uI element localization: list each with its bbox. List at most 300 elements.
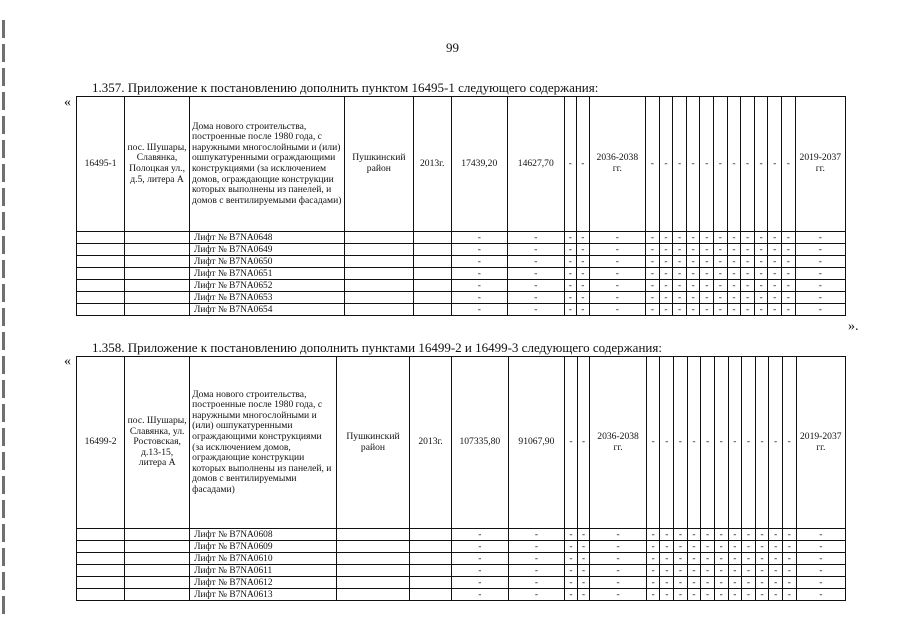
lift-dash-cell: - xyxy=(660,541,674,553)
empty-cell xyxy=(344,292,413,304)
dash-cell: - xyxy=(701,357,715,529)
lift-dash-cell: - xyxy=(741,232,755,244)
lift-dash-cell: - xyxy=(714,244,728,256)
empty-cell xyxy=(344,244,413,256)
lift-dash-cell: - xyxy=(660,553,674,565)
lift-dash-cell: - xyxy=(646,577,660,589)
empty-cell xyxy=(77,589,125,601)
dash-cell: - xyxy=(577,97,590,232)
lift-dash-cell: - xyxy=(660,529,674,541)
lift-dash-cell: - xyxy=(565,529,578,541)
lift-dash-cell: - xyxy=(451,256,507,268)
lift-dash-cell: - xyxy=(508,292,564,304)
lift-dash-cell: - xyxy=(795,256,845,268)
lift-dash-cell: - xyxy=(741,292,755,304)
lift-dash-cell: - xyxy=(742,541,756,553)
lift-dash-cell: - xyxy=(590,589,647,601)
dash-cell: - xyxy=(565,357,578,529)
lift-row xyxy=(77,529,846,541)
dash-cell: - xyxy=(741,97,755,232)
lift-dash-cell: - xyxy=(452,541,509,553)
lift-dash-cell: - xyxy=(674,589,688,601)
address-cell: пос. Шушары, Славянка, ул. Ростовская, д.13-15, литера А xyxy=(125,357,190,529)
empty-cell xyxy=(344,256,413,268)
open-quote-1: « xyxy=(64,95,71,110)
lift-dash-cell: - xyxy=(701,553,715,565)
dash-cell: - xyxy=(674,357,688,529)
empty-cell xyxy=(125,577,190,589)
lift-row xyxy=(77,577,846,589)
lift-dash-cell: - xyxy=(508,553,565,565)
lift-dash-cell: - xyxy=(768,292,782,304)
lift-row xyxy=(77,232,846,244)
lift-dash-cell: - xyxy=(673,292,687,304)
lift-dash-cell: - xyxy=(700,244,714,256)
lift-dash-cell: - xyxy=(589,232,645,244)
lift-dash-cell: - xyxy=(754,280,768,292)
lift-dash-cell: - xyxy=(714,232,728,244)
lift-dash-cell: - xyxy=(673,256,687,268)
empty-cell xyxy=(125,232,190,244)
dash-cell: - xyxy=(686,97,700,232)
lift-dash-cell: - xyxy=(451,292,507,304)
empty-cell xyxy=(77,256,125,268)
lift-dash-cell: - xyxy=(768,304,782,316)
lift-dash-cell: - xyxy=(700,232,714,244)
lift-dash-cell: - xyxy=(714,565,728,577)
lift-dash-cell: - xyxy=(564,280,577,292)
lift-dash-cell: - xyxy=(795,304,845,316)
lift-dash-cell: - xyxy=(701,565,715,577)
lift-dash-cell: - xyxy=(686,268,700,280)
lift-dash-cell: - xyxy=(565,577,578,589)
lift-dash-cell: - xyxy=(755,529,769,541)
lift-dash-cell: - xyxy=(590,541,647,553)
empty-cell xyxy=(125,589,190,601)
lift-dash-cell: - xyxy=(727,256,741,268)
lift-dash-cell: - xyxy=(589,244,645,256)
dash-cell: - xyxy=(659,97,673,232)
empty-cell xyxy=(125,292,190,304)
lift-dash-cell: - xyxy=(687,541,701,553)
lift-row xyxy=(77,304,846,316)
empty-cell xyxy=(77,292,125,304)
lift-dash-cell: - xyxy=(646,280,660,292)
lift-name: Лифт № В7NA0610 xyxy=(190,553,337,565)
lift-dash-cell: - xyxy=(769,553,783,565)
lift-dash-cell: - xyxy=(646,553,660,565)
lift-dash-cell: - xyxy=(769,541,783,553)
lift-dash-cell: - xyxy=(727,280,741,292)
lift-dash-cell: - xyxy=(769,577,783,589)
lift-row xyxy=(77,589,846,601)
empty-cell xyxy=(410,553,452,565)
lift-row xyxy=(77,565,846,577)
lift-dash-cell: - xyxy=(564,244,577,256)
address-cell: пос. Шушары, Славянка, Полоцкая ул., д.5, литера А xyxy=(125,97,190,232)
lift-dash-cell: - xyxy=(727,268,741,280)
empty-cell xyxy=(413,232,451,244)
empty-cell xyxy=(410,529,452,541)
lift-dash-cell: - xyxy=(451,244,507,256)
close-quote-1: ». xyxy=(848,319,859,334)
lift-dash-cell: - xyxy=(452,565,509,577)
empty-cell xyxy=(77,304,125,316)
lift-dash-cell: - xyxy=(508,268,564,280)
lift-dash-cell: - xyxy=(700,292,714,304)
empty-cell xyxy=(77,541,125,553)
empty-cell xyxy=(336,529,409,541)
lift-dash-cell: - xyxy=(452,577,509,589)
description-cell: Дома нового строительства, построенные после 1980 года, с наружными многослойными и (или) ошпукатуренными ограждающими конструкциями (за исключением домов, ограждающие конструкции которых выполнены из панелей, и домов с вентилируемыми фасадами) xyxy=(189,97,344,232)
lift-dash-cell: - xyxy=(782,256,796,268)
lift-dash-cell: - xyxy=(795,268,845,280)
lift-dash-cell: - xyxy=(673,280,687,292)
lift-dash-cell: - xyxy=(589,280,645,292)
empty-cell xyxy=(125,256,190,268)
lift-dash-cell: - xyxy=(589,268,645,280)
lift-dash-cell: - xyxy=(646,529,660,541)
lift-dash-cell: - xyxy=(700,280,714,292)
lift-dash-cell: - xyxy=(727,304,741,316)
year-cell: 2013г. xyxy=(413,97,451,232)
dash-cell: - xyxy=(673,97,687,232)
lift-name: Лифт № В7NA0648 xyxy=(189,232,344,244)
lift-dash-cell: - xyxy=(755,541,769,553)
lift-row xyxy=(77,292,846,304)
lift-dash-cell: - xyxy=(727,232,741,244)
lift-dash-cell: - xyxy=(577,244,590,256)
lift-dash-cell: - xyxy=(508,304,564,316)
empty-cell xyxy=(410,565,452,577)
dash-cell: - xyxy=(646,357,660,529)
lift-name: Лифт № В7NA0611 xyxy=(190,565,337,577)
empty-cell xyxy=(125,541,190,553)
empty-cell xyxy=(77,268,125,280)
empty-cell xyxy=(77,280,125,292)
lift-dash-cell: - xyxy=(714,529,728,541)
lift-dash-cell: - xyxy=(754,256,768,268)
lift-dash-cell: - xyxy=(508,244,564,256)
lift-dash-cell: - xyxy=(795,280,845,292)
lift-dash-cell: - xyxy=(687,529,701,541)
lift-dash-cell: - xyxy=(686,292,700,304)
lift-dash-cell: - xyxy=(768,268,782,280)
empty-cell xyxy=(125,553,190,565)
lift-dash-cell: - xyxy=(508,280,564,292)
lift-dash-cell: - xyxy=(577,256,590,268)
lift-dash-cell: - xyxy=(796,541,845,553)
lift-dash-cell: - xyxy=(728,577,742,589)
lift-dash-cell: - xyxy=(701,541,715,553)
lift-dash-cell: - xyxy=(452,529,509,541)
lift-dash-cell: - xyxy=(714,577,728,589)
lift-dash-cell: - xyxy=(646,565,660,577)
lift-dash-cell: - xyxy=(659,232,673,244)
lift-dash-cell: - xyxy=(590,529,647,541)
lift-dash-cell: - xyxy=(659,292,673,304)
empty-cell xyxy=(125,268,190,280)
dash-cell: - xyxy=(755,357,769,529)
lift-dash-cell: - xyxy=(659,304,673,316)
lift-dash-cell: - xyxy=(673,268,687,280)
lift-dash-cell: - xyxy=(782,244,796,256)
lift-dash-cell: - xyxy=(451,268,507,280)
lift-dash-cell: - xyxy=(577,280,590,292)
main-row xyxy=(77,357,846,529)
empty-cell xyxy=(77,577,125,589)
lift-dash-cell: - xyxy=(741,268,755,280)
dash-cell: - xyxy=(782,357,796,529)
lift-dash-cell: - xyxy=(741,244,755,256)
lift-dash-cell: - xyxy=(590,553,647,565)
lift-dash-cell: - xyxy=(727,244,741,256)
lift-dash-cell: - xyxy=(741,280,755,292)
lift-dash-cell: - xyxy=(674,529,688,541)
lift-dash-cell: - xyxy=(754,232,768,244)
main-row xyxy=(77,97,846,232)
lift-dash-cell: - xyxy=(674,541,688,553)
lift-dash-cell: - xyxy=(782,268,796,280)
period1-cell: 2036-2038 гг. xyxy=(590,357,647,529)
dash-cell: - xyxy=(714,357,728,529)
lift-dash-cell: - xyxy=(701,589,715,601)
lift-dash-cell: - xyxy=(700,256,714,268)
lift-dash-cell: - xyxy=(782,565,796,577)
lift-dash-cell: - xyxy=(768,280,782,292)
table-16499-2 xyxy=(76,356,846,601)
lift-dash-cell: - xyxy=(589,292,645,304)
section-1357-heading: 1.357. Приложение к постановлению дополнить пунктом 16495-1 следующего содержания: xyxy=(92,80,599,95)
lift-name: Лифт № В7NA0654 xyxy=(189,304,344,316)
lift-dash-cell: - xyxy=(741,256,755,268)
lift-dash-cell: - xyxy=(754,268,768,280)
lift-dash-cell: - xyxy=(564,256,577,268)
lift-dash-cell: - xyxy=(782,577,796,589)
lift-dash-cell: - xyxy=(565,541,578,553)
dash-cell: - xyxy=(754,97,768,232)
lift-dash-cell: - xyxy=(714,292,728,304)
year-cell: 2013г. xyxy=(410,357,452,529)
lift-dash-cell: - xyxy=(768,256,782,268)
period2-cell: 2019-2037 гг. xyxy=(795,97,845,232)
lift-dash-cell: - xyxy=(686,232,700,244)
dash-cell: - xyxy=(714,97,728,232)
empty-cell xyxy=(413,244,451,256)
period2-cell: 2019-2037 гг. xyxy=(796,357,845,529)
empty-cell xyxy=(413,292,451,304)
lift-dash-cell: - xyxy=(755,565,769,577)
empty-cell xyxy=(336,577,409,589)
empty-cell xyxy=(336,565,409,577)
lift-dash-cell: - xyxy=(728,589,742,601)
dash-cell: - xyxy=(742,357,756,529)
lift-dash-cell: - xyxy=(673,244,687,256)
lift-dash-cell: - xyxy=(686,244,700,256)
lift-name: Лифт № В7NA0651 xyxy=(189,268,344,280)
lift-dash-cell: - xyxy=(660,577,674,589)
empty-cell xyxy=(410,589,452,601)
empty-cell xyxy=(413,268,451,280)
lift-dash-cell: - xyxy=(782,553,796,565)
lift-dash-cell: - xyxy=(687,565,701,577)
empty-cell xyxy=(125,304,190,316)
lift-dash-cell: - xyxy=(577,292,590,304)
lift-name: Лифт № В7NA0650 xyxy=(189,256,344,268)
lift-name: Лифт № В7NA0608 xyxy=(190,529,337,541)
empty-cell xyxy=(344,232,413,244)
page-number: 99 xyxy=(446,40,459,55)
lift-dash-cell: - xyxy=(795,292,845,304)
lift-dash-cell: - xyxy=(795,232,845,244)
lift-dash-cell: - xyxy=(577,577,590,589)
lift-dash-cell: - xyxy=(796,565,845,577)
lift-dash-cell: - xyxy=(700,304,714,316)
lift-dash-cell: - xyxy=(768,232,782,244)
lift-dash-cell: - xyxy=(674,577,688,589)
empty-cell xyxy=(125,244,190,256)
lift-dash-cell: - xyxy=(646,589,660,601)
lift-dash-cell: - xyxy=(741,304,755,316)
empty-cell xyxy=(413,280,451,292)
lift-dash-cell: - xyxy=(646,541,660,553)
lift-dash-cell: - xyxy=(646,244,660,256)
lift-dash-cell: - xyxy=(577,304,590,316)
empty-cell xyxy=(410,541,452,553)
lift-dash-cell: - xyxy=(451,280,507,292)
dash-cell: - xyxy=(577,357,590,529)
value1-cell: 17439,20 xyxy=(451,97,507,232)
lift-dash-cell: - xyxy=(590,565,647,577)
lift-dash-cell: - xyxy=(795,244,845,256)
value1-cell: 107335,80 xyxy=(452,357,509,529)
lift-dash-cell: - xyxy=(674,565,688,577)
empty-cell xyxy=(413,304,451,316)
empty-cell xyxy=(336,553,409,565)
lift-dash-cell: - xyxy=(565,565,578,577)
lift-dash-cell: - xyxy=(714,280,728,292)
lift-dash-cell: - xyxy=(452,553,509,565)
lift-dash-cell: - xyxy=(782,280,796,292)
lift-dash-cell: - xyxy=(742,565,756,577)
lift-dash-cell: - xyxy=(728,565,742,577)
lift-dash-cell: - xyxy=(769,589,783,601)
lift-row xyxy=(77,280,846,292)
lift-dash-cell: - xyxy=(589,304,645,316)
lift-dash-cell: - xyxy=(577,553,590,565)
lift-dash-cell: - xyxy=(714,541,728,553)
lift-dash-cell: - xyxy=(577,529,590,541)
lift-dash-cell: - xyxy=(714,268,728,280)
lift-dash-cell: - xyxy=(577,589,590,601)
lift-name: Лифт № В7NA0612 xyxy=(190,577,337,589)
empty-cell xyxy=(125,529,190,541)
lift-dash-cell: - xyxy=(564,268,577,280)
dash-cell: - xyxy=(769,357,783,529)
lift-row xyxy=(77,553,846,565)
lift-dash-cell: - xyxy=(782,541,796,553)
empty-cell xyxy=(77,529,125,541)
lift-dash-cell: - xyxy=(742,589,756,601)
lift-dash-cell: - xyxy=(577,232,590,244)
lift-dash-cell: - xyxy=(769,529,783,541)
lift-dash-cell: - xyxy=(659,256,673,268)
lift-row xyxy=(77,256,846,268)
lift-dash-cell: - xyxy=(452,589,509,601)
lift-dash-cell: - xyxy=(769,565,783,577)
dash-cell: - xyxy=(646,97,660,232)
lift-dash-cell: - xyxy=(782,589,796,601)
lift-dash-cell: - xyxy=(646,256,660,268)
lift-dash-cell: - xyxy=(673,232,687,244)
lift-name: Лифт № В7NA0653 xyxy=(189,292,344,304)
empty-cell xyxy=(125,280,190,292)
lift-dash-cell: - xyxy=(686,280,700,292)
empty-cell xyxy=(336,541,409,553)
dash-cell: - xyxy=(728,357,742,529)
lift-dash-cell: - xyxy=(508,232,564,244)
empty-cell xyxy=(410,577,452,589)
lift-dash-cell: - xyxy=(564,232,577,244)
dash-cell: - xyxy=(727,97,741,232)
lift-dash-cell: - xyxy=(564,292,577,304)
lift-dash-cell: - xyxy=(742,577,756,589)
lift-dash-cell: - xyxy=(451,232,507,244)
lift-dash-cell: - xyxy=(714,553,728,565)
lift-dash-cell: - xyxy=(673,304,687,316)
empty-cell xyxy=(77,244,125,256)
empty-cell xyxy=(344,280,413,292)
lift-dash-cell: - xyxy=(727,292,741,304)
lift-dash-cell: - xyxy=(646,268,660,280)
lift-dash-cell: - xyxy=(755,589,769,601)
scan-edge-artifact xyxy=(2,20,5,620)
district-cell: Пушкинский район xyxy=(336,357,409,529)
empty-cell xyxy=(336,589,409,601)
lift-dash-cell: - xyxy=(674,553,688,565)
lift-dash-cell: - xyxy=(754,292,768,304)
lift-dash-cell: - xyxy=(754,244,768,256)
lift-dash-cell: - xyxy=(714,304,728,316)
lift-dash-cell: - xyxy=(659,244,673,256)
lift-dash-cell: - xyxy=(796,577,845,589)
lift-dash-cell: - xyxy=(577,268,590,280)
lift-dash-cell: - xyxy=(728,529,742,541)
lift-dash-cell: - xyxy=(577,541,590,553)
dash-cell: - xyxy=(687,357,701,529)
lift-dash-cell: - xyxy=(589,256,645,268)
lift-dash-cell: - xyxy=(755,553,769,565)
dash-cell: - xyxy=(782,97,796,232)
lift-dash-cell: - xyxy=(646,232,660,244)
lift-dash-cell: - xyxy=(796,589,845,601)
lift-dash-cell: - xyxy=(728,541,742,553)
lift-dash-cell: - xyxy=(687,589,701,601)
lift-dash-cell: - xyxy=(508,565,565,577)
lift-dash-cell: - xyxy=(451,304,507,316)
lift-name: Лифт № В7NA0652 xyxy=(189,280,344,292)
lift-dash-cell: - xyxy=(754,304,768,316)
empty-cell xyxy=(77,232,125,244)
lift-dash-cell: - xyxy=(687,577,701,589)
value2-cell: 14627,70 xyxy=(508,97,564,232)
lift-dash-cell: - xyxy=(660,589,674,601)
lift-dash-cell: - xyxy=(755,577,769,589)
lift-dash-cell: - xyxy=(782,304,796,316)
lift-row xyxy=(77,244,846,256)
lift-dash-cell: - xyxy=(564,304,577,316)
item-number: 16499-2 xyxy=(77,357,125,529)
